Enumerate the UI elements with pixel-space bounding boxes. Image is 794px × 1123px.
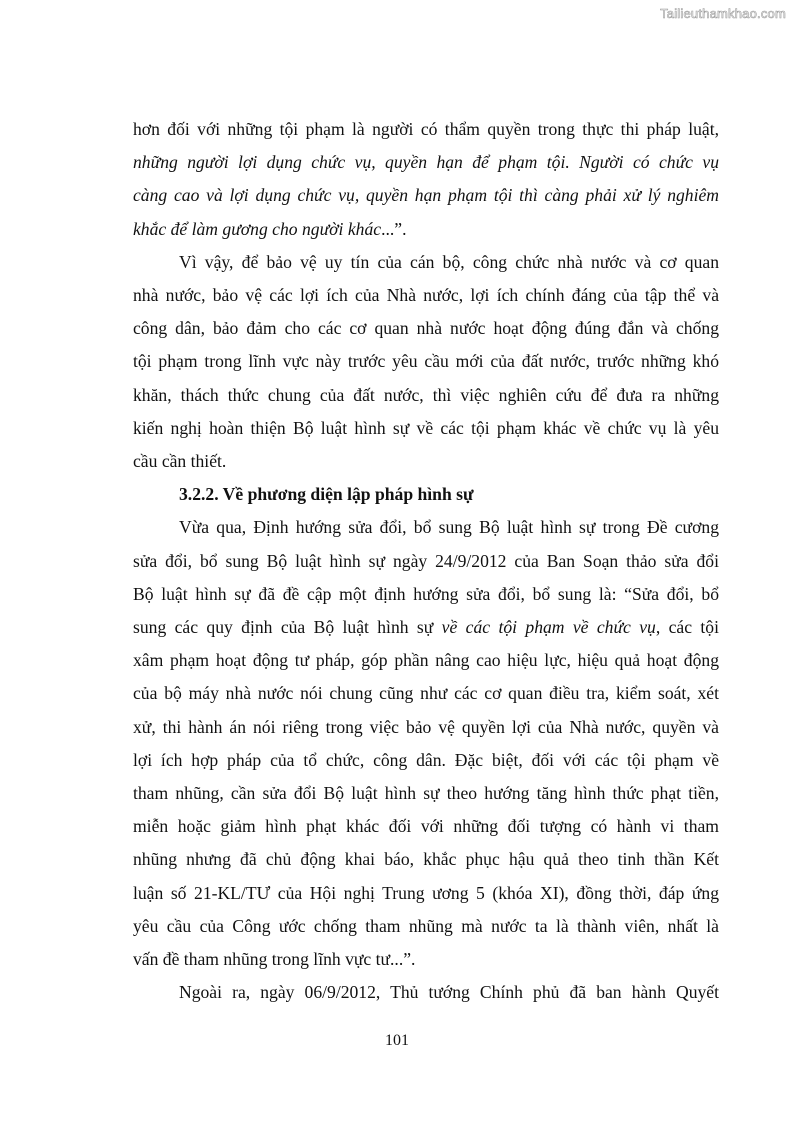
paragraph-line: miễn hoặc giảm hình phạt khác đối với những đối tượng có hành vi tham [133, 816, 719, 837]
paragraph-line [133, 146, 719, 179]
italic-text: khắc để làm gương cho người khác [133, 218, 382, 239]
paragraph-line: khăn, thách thức chung của đất nước, thì việc nghiên cứu để đưa ra những [133, 384, 719, 405]
paragraph-line: lợi ích hợp pháp của tổ chức, công dân. Đặc biệt, đối với các tội phạm về [133, 749, 719, 770]
paragraph-line: xâm phạm hoạt động tư pháp, góp phần nâng cao hiệu lực, hiệu quả hoạt động [133, 650, 719, 671]
paragraph-line: nhũng nhưng đã chủ động khai báo, khắc phục hậu quả theo tinh thần Kết [133, 849, 719, 870]
paragraph-line: hơn đối với những tội phạm là người có thẩm quyền trong thực thi pháp luật, [133, 119, 719, 139]
paragraph-line [133, 179, 719, 212]
document-body [133, 113, 719, 1009]
paragraph-line: Bộ luật hình sự đã đề cập một định hướng sửa đổi, bổ sung là: “Sửa đổi, bổ [133, 583, 719, 604]
paragraph-line: tội phạm trong lĩnh vực này trước yêu cầu mới của đất nước, trước những khó [133, 351, 719, 372]
italic-text: về các tội phạm về chức vụ [441, 617, 656, 638]
paragraph-line: Ngoài ra, ngày 06/9/2012, Thủ tướng Chính phủ đã ban hành Quyết [179, 982, 719, 1003]
paragraph-line: Vừa qua, Định hướng sửa đổi, bổ sung Bộ luật hình sự trong Đề cương [179, 517, 719, 538]
italic-text: càng cao và lợi dụng chức vụ, quyền hạn phạm tội thì càng phải xử lý nghiêm [133, 185, 719, 206]
paragraph-line: xử, thi hành án nói riêng trong việc bảo vệ quyền lợi của Nhà nước, quyền và [133, 716, 719, 737]
paragraph-line: công dân, bảo đảm cho các cơ quan nhà nước hoạt động đúng đắn và chống [133, 318, 719, 339]
section-heading: 3.2.2. Về phương diện lập pháp hình sự [179, 484, 474, 505]
paragraph-line: cầu cần thiết. [133, 451, 227, 472]
paragraph-line: nhà nước, bảo vệ các lợi ích của Nhà nước, lợi ích chính đáng của tập thể và [133, 285, 719, 306]
paragraph-line [133, 213, 719, 246]
quote-end: ...”. [381, 218, 407, 239]
paragraph-line: tham nhũng, cần sửa đổi Bộ luật hình sự theo hướng tăng hình thức phạt tiền, [133, 783, 719, 804]
paragraph-line: kiến nghị hoàn thiện Bộ luật hình sự về các tội phạm khác về chức vụ là yêu [133, 417, 719, 438]
paragraph-line: Vì vậy, để bảo vệ uy tín của cán bộ, công chức nhà nước và cơ quan [179, 251, 719, 272]
paragraph-line: luận số 21-KL/TƯ của Hội nghị Trung ương 5 (khóa XI), đồng thời, đáp ứng [133, 882, 719, 903]
watermark-text: Tailieuthamkhao.com [660, 6, 786, 21]
italic-text: những người lợi dụng chức vụ, quyền hạn để phạm tội. Người có chức vụ [133, 152, 719, 173]
paragraph-line: vấn đề tham nhũng trong lĩnh vực tư...”. [133, 949, 416, 970]
paragraph-line: yêu cầu của Công ước chống tham nhũng mà nước ta là thành viên, nhất là [133, 915, 719, 936]
paragraph-line: của bộ máy nhà nước nói chung cũng như các cơ quan điều tra, kiểm soát, xét [133, 683, 719, 704]
text-run: sung các quy định của Bộ luật hình sự [133, 617, 442, 638]
paragraph-line: sửa đổi, bổ sung Bộ luật hình sự ngày 24/9/2012 của Ban Soạn thảo sửa đổi [133, 550, 719, 571]
text-run: , các tội [655, 617, 719, 638]
paragraph-line [133, 611, 719, 644]
page-number: 101 [385, 1032, 409, 1049]
